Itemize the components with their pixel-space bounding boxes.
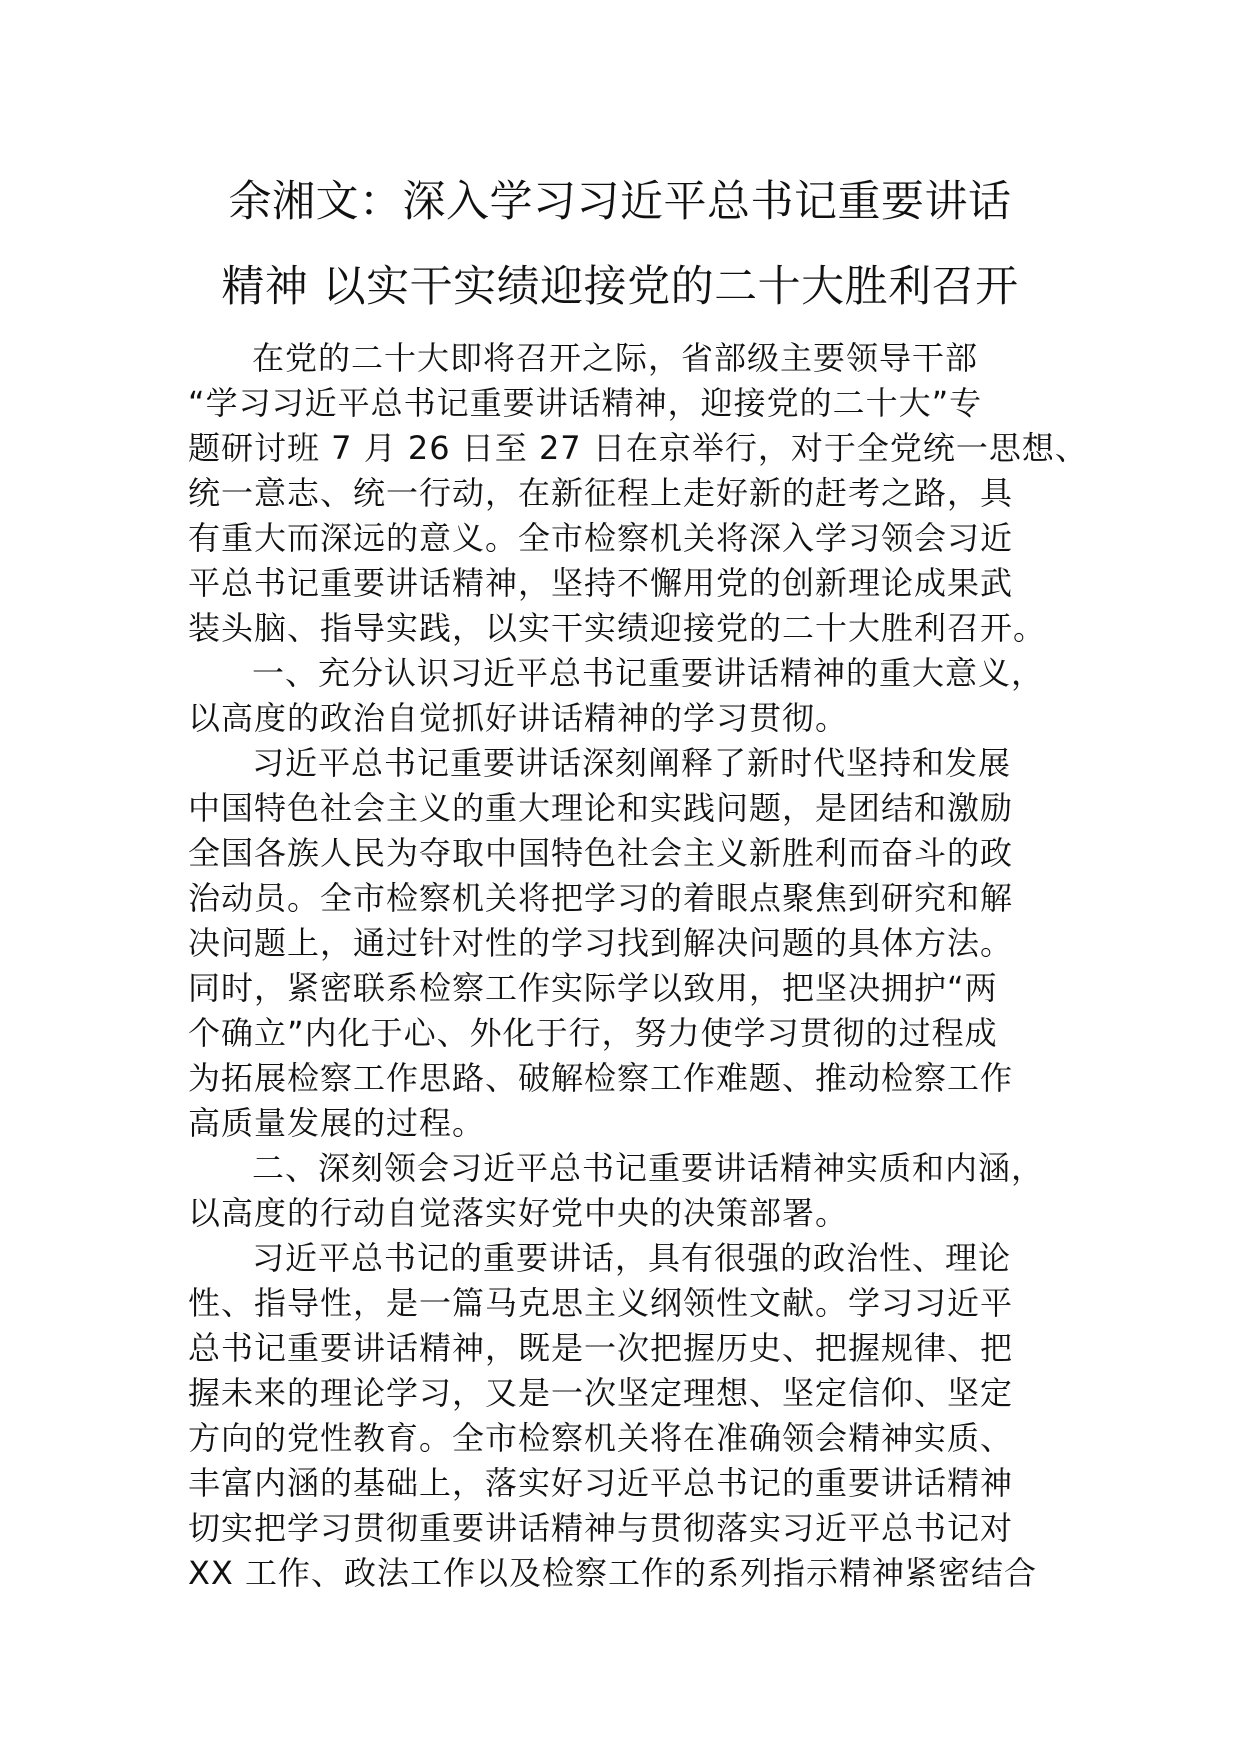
- body-line: 习近平总书记重要讲话深刻阐释了新时代坚持和发展: [252, 744, 1012, 782]
- body-line: 为拓展检察工作思路、破解检察工作难题、推动检察工作: [188, 1059, 1014, 1097]
- body-line: 同时，紧密联系检察工作实际学以致用，把坚决拥护“两: [188, 969, 998, 1007]
- body-line: 高质量发展的过程。: [188, 1104, 486, 1142]
- section-heading-line: 以高度的行动自觉落实好党中央的决策部署。: [188, 1194, 849, 1232]
- body-line: 性、指导性，是一篇马克思主义纲领性文献。学习习近平: [188, 1284, 1014, 1322]
- body-line: 个确立”内化于心、外化于行，努力使学习贯彻的过程成: [188, 1014, 998, 1052]
- body-line: 方向的党性教育。全市检察机关将在准确领会精神实质、: [188, 1419, 1014, 1457]
- document-title-line-2: 精神 以实干实绩迎接党的二十大胜利召开: [221, 262, 1019, 312]
- section-heading-line: 一、充分认识习近平总书记重要讲话精神的重大意义，: [252, 654, 1045, 692]
- body-line: 决问题上，通过针对性的学习找到解决问题的具体方法。: [188, 924, 1014, 962]
- body-line: 题研讨班 7 月 26 日至 27 日在京举行，对于全党统一思想、: [188, 429, 1088, 467]
- body-line: XX 工作、政法工作以及检察工作的系列指示精神紧密结合: [188, 1554, 1038, 1592]
- body-line: 有重大而深远的意义。全市检察机关将深入学习领会习近: [188, 519, 1014, 557]
- body-line: 丰富内涵的基础上，落实好习近平总书记的重要讲话精神: [188, 1464, 1014, 1502]
- body-line: 握未来的理论学习，又是一次坚定理想、坚定信仰、坚定: [188, 1374, 1014, 1412]
- body-line: 切实把学习贯彻重要讲话精神与贯彻落实习近平总书记对: [188, 1509, 1014, 1547]
- body-line: 装头脑、指导实践，以实干实绩迎接党的二十大胜利召开。: [188, 609, 1047, 647]
- body-line: 平总书记重要讲话精神，坚持不懈用党的创新理论成果武: [188, 564, 1014, 602]
- body-line: 中国特色社会主义的重大理论和实践问题，是团结和激励: [188, 789, 1014, 827]
- body-line: 在党的二十大即将召开之际，省部级主要领导干部: [252, 339, 979, 377]
- body-line: 统一意志、统一行动，在新征程上走好新的赶考之路，具: [188, 474, 1014, 512]
- body-line: “学习习近平总书记重要讲话精神，迎接党的二十大”专: [188, 384, 983, 422]
- document-body: [188, 336, 1088, 1596]
- section-heading-line: 二、深刻领会习近平总书记重要讲话精神实质和内涵，: [252, 1149, 1045, 1187]
- body-line: 治动员。全市检察机关将把学习的着眼点聚焦到研究和解: [188, 879, 1014, 917]
- document-title-line-1: 余湘文：深入学习习近平总书记重要讲话: [228, 177, 1012, 227]
- section-heading-line: 以高度的政治自觉抓好讲话精神的学习贯彻。: [188, 699, 849, 737]
- body-line: 总书记重要讲话精神，既是一次把握历史、把握规律、把: [188, 1329, 1014, 1367]
- body-line: 习近平总书记的重要讲话，具有很强的政治性、理论: [252, 1239, 1012, 1277]
- body-line: 全国各族人民为夺取中国特色社会主义新胜利而奋斗的政: [188, 834, 1014, 872]
